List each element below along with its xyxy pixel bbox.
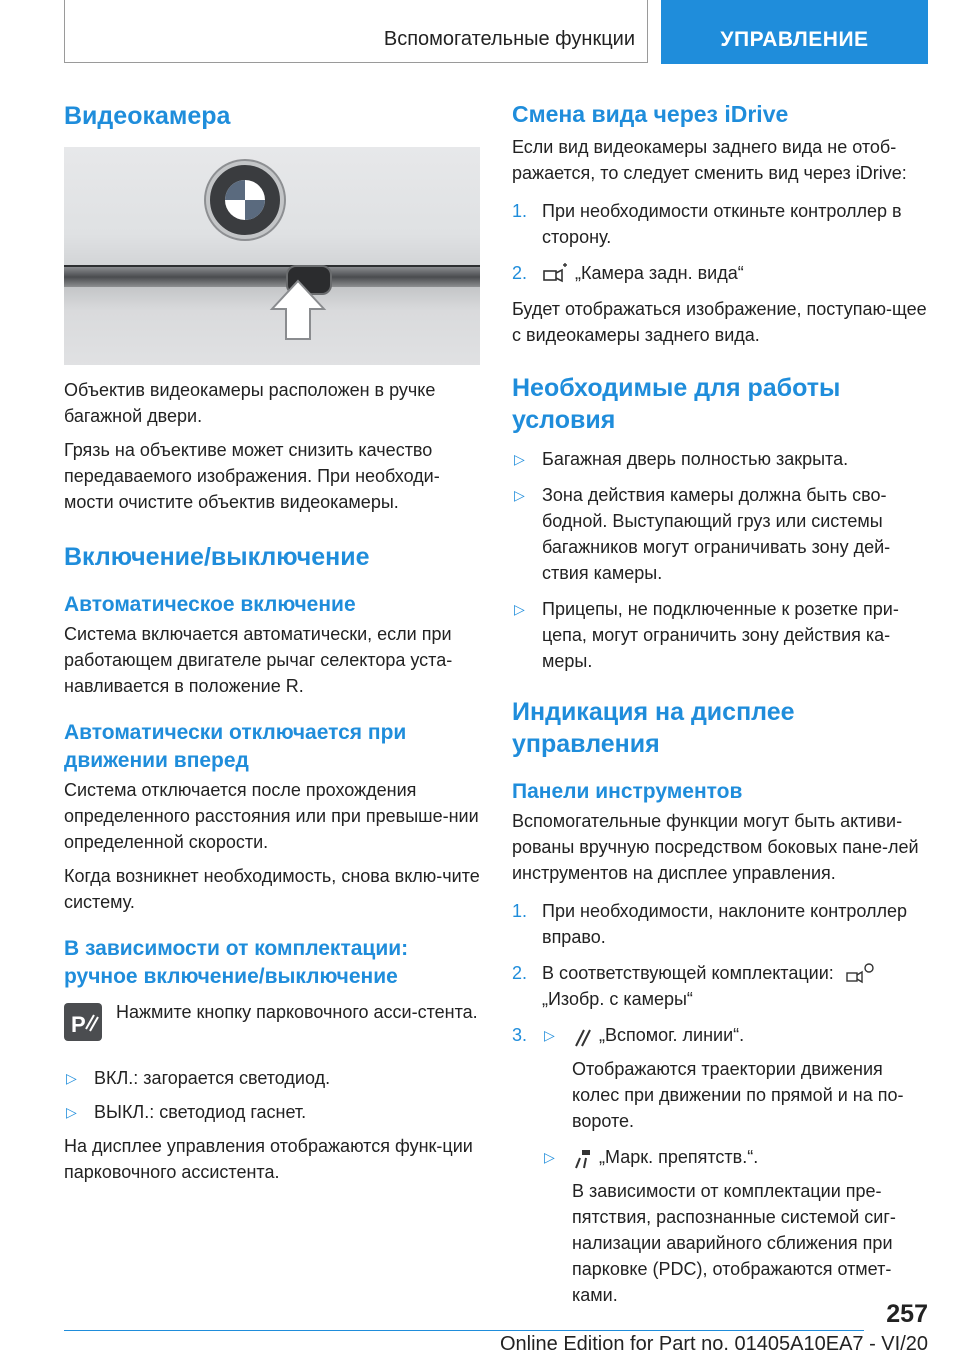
reenable-text: Когда возникнет необходимость, снова вклю-чите систему.: [64, 866, 480, 912]
list-item: ▷ Багажная дверь полностью закрыта.: [512, 446, 928, 472]
heading-auto-off: Автоматически отключается при движении вперед: [64, 721, 407, 772]
heading-camera: Видеокамера: [64, 102, 231, 130]
list-item: 2. „Камера задн. вида“: [512, 260, 928, 286]
header-chapter-tab: [661, 0, 928, 64]
camera-settings-icon: [845, 962, 875, 986]
triangle-bullet-icon: ▷: [66, 1070, 77, 1086]
idrive-intro-text: Если вид видеокамеры заднего вида не отоб-ражается, то следует сменить вид через iDrive:: [512, 137, 907, 183]
conditions-list: [512, 446, 928, 674]
list-item: ▷ ВКЛ.: загорается светодиод.: [64, 1065, 480, 1091]
button-instruction-text: Нажмите кнопку парковочного асси-стента.: [116, 1002, 478, 1022]
heading-display: Индикация на дисплее управления: [512, 698, 795, 758]
right-column: [512, 100, 928, 1308]
camera-location-text: Объектив видеокамеры расположен в ручке багажной двери.: [64, 380, 436, 426]
triangle-bullet-icon: ▷: [514, 451, 525, 467]
camera-image-text: Будет отображаться изображение, поступаю-щее с видеокамеры заднего вида.: [512, 299, 927, 345]
list-item: ▷ Зона действия камеры должна быть сво-бодной. Выступающий груз или системы багажников могут ограничивать зону дей-ствия камеры.: [512, 482, 928, 586]
heading-on-off: Включение/выключение: [64, 543, 370, 571]
idrive-steps: [512, 198, 928, 286]
camera-icon: [542, 263, 570, 285]
list-item: 2. В соответствующей комплектации: „Изобр. с камеры“: [512, 960, 928, 1012]
auto-off-text: Система отключается после прохождения определенного расстояния или при превыше-нии определенной скорости.: [64, 780, 479, 852]
triangle-bullet-icon: ▷: [514, 601, 525, 617]
triangle-bullet-icon: ▷: [514, 487, 525, 503]
panels-text: Вспомогательные функции могут быть активи-рованы вручную посредством боковых пане-лей инструментов на дисплее управления.: [512, 811, 919, 883]
heading-conditions: Необходимые для работы условия: [512, 374, 841, 434]
obstacle-marking-text: В зависимости от комплектации пре-пятствия, распознанные системой сиг-нализации аварийного сближения при парковке (PDC), отображаются отмет-ками.: [572, 1181, 896, 1306]
heading-panels: Панели инструментов: [512, 780, 743, 803]
heading-manual: В зависимости от комплектации: ручное включение/выключение: [64, 937, 409, 988]
display-functions-text: На дисплее управления отображаются функ-ции парковочного ассистента.: [64, 1136, 473, 1182]
left-column: [64, 100, 480, 1185]
led-list: [64, 1065, 480, 1125]
triangle-bullet-icon: ▷: [544, 1027, 555, 1044]
list-item: 1. При необходимости откиньте контроллер в сторону.: [512, 201, 902, 247]
footer-divider: [64, 1330, 864, 1331]
list-item: 1. При необходимости, наклоните контроллер вправо.: [512, 901, 908, 947]
obstacle-marking-icon: [572, 1148, 594, 1170]
bmw-logo: [206, 161, 284, 239]
heading-idrive: Смена вида через iDrive: [512, 101, 789, 127]
svg-text:P: P: [71, 1012, 86, 1037]
footer-edition: Online Edition for Part no. 01405A10EA7 - VI/20: [499, 1333, 928, 1355]
parking-assist-button-icon: [64, 1003, 102, 1041]
camera-photo: [64, 147, 480, 365]
list-item: ▷ ВЫКЛ.: светодиод гаснет.: [64, 1099, 480, 1125]
guide-lines-icon: [572, 1026, 594, 1048]
button-instruction: [64, 999, 480, 1051]
page-header: [64, 0, 928, 64]
auto-on-text: Система включается автоматически, если при работающем двигателе рычаг селектора уста-навливается в положение R.: [64, 624, 453, 696]
page-number: 257: [886, 1300, 928, 1328]
triangle-bullet-icon: ▷: [544, 1149, 555, 1166]
heading-auto-on: Автоматическое включение: [64, 593, 356, 616]
list-item: ▷ Прицепы, не подключенные к розетке при-цепа, могут ограничить зону действия ка-меры.: [512, 596, 928, 674]
camera-dirt-text: Грязь на объективе может снизить качество передаваемого изображения. При необходи-мости очистите объектив видеокамеры.: [64, 440, 440, 512]
arrow-up-icon: [268, 277, 328, 343]
header-section: [64, 0, 648, 63]
header-chapter-title: УПРАВЛЕНИЕ: [720, 28, 869, 51]
triangle-bullet-icon: ▷: [66, 1104, 77, 1120]
list-item: 3. ▷ „Вспомог. линии“. Отображаются траектории движения колес при движении по прямой и на по-вороте. ▷ „Марк. препятств.“. В зависимости от комплектации пре-пятствия, распознанные системой сиг-нализации аварийного сближения при парковке (PDC), отображаются отмет-ками.: [512, 1022, 928, 1308]
guide-lines-text: Отображаются траектории движения колес при движении по прямой и на по-вороте.: [572, 1059, 904, 1132]
panel-steps: [512, 898, 928, 1308]
header-section-title: Вспомогательные функции: [383, 28, 635, 50]
